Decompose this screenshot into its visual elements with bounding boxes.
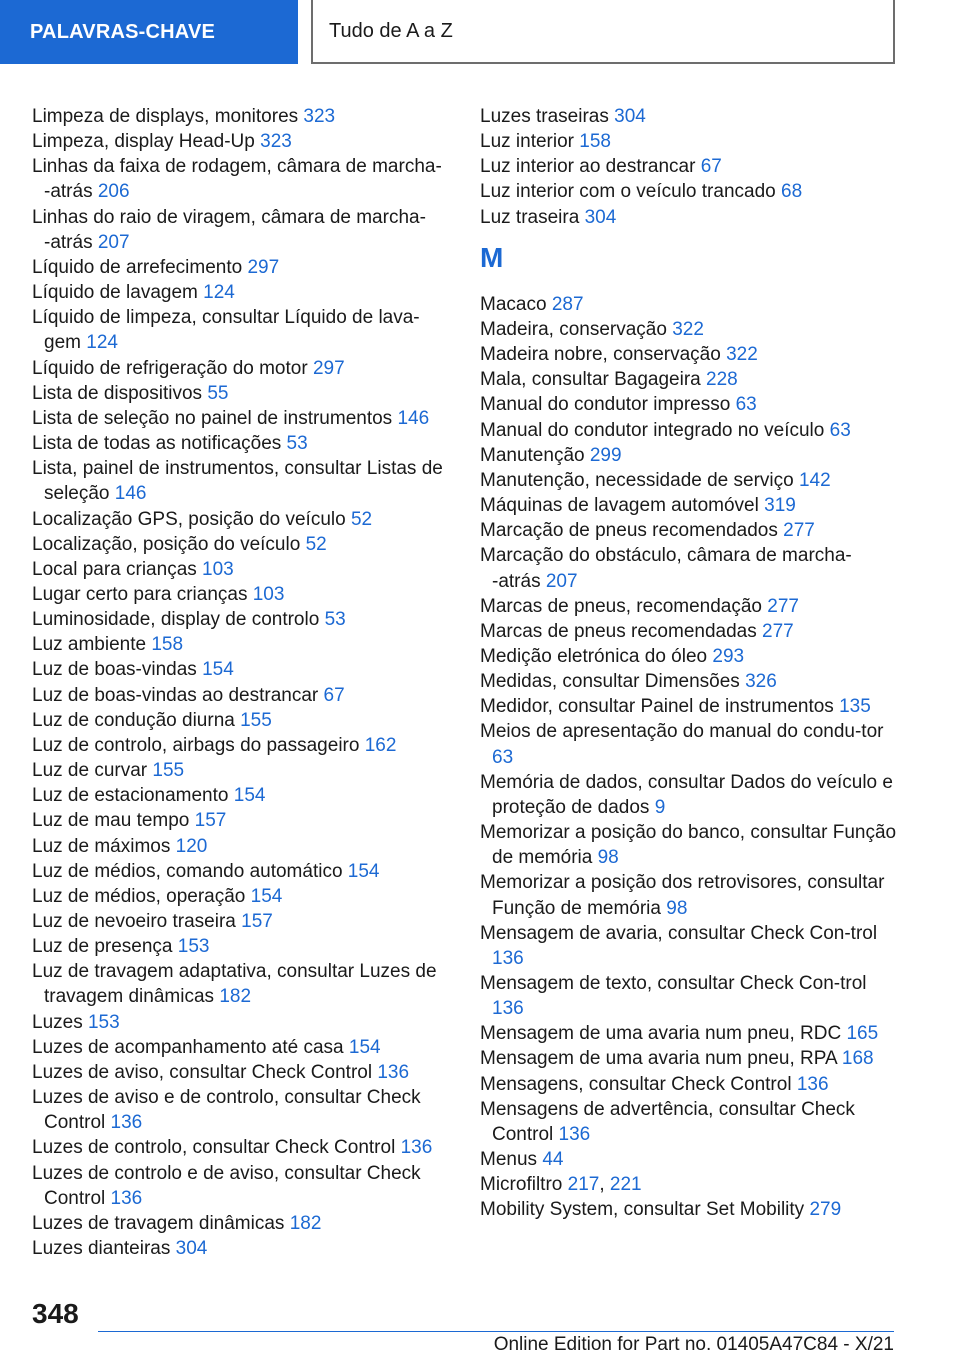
index-entry: Microfiltro 217, 221: [480, 1174, 642, 1196]
page-reference-link[interactable]: 153: [177, 936, 210, 958]
index-term: Líquido de lavagem: [32, 282, 198, 304]
page-reference-link[interactable]: 158: [579, 131, 611, 153]
index-term: Lista de todas as notificações: [32, 433, 282, 455]
page-reference-link[interactable]: 157: [241, 911, 273, 932]
page-reference-link[interactable]: 277: [762, 620, 794, 642]
index-entry: [32, 632, 452, 657]
index-term: Marcação de pneus recomendados: [480, 520, 778, 542]
index-term: Luz ambiente: [32, 634, 147, 656]
index-term: Localização GPS, posição do veículo: [32, 508, 346, 530]
index-term: Lista de seleção no painel de instrumentos: [32, 407, 393, 429]
index-term: Luzes de controlo, consultar Check Control: [32, 1137, 396, 1159]
page-reference-link[interactable]: 319: [764, 495, 796, 517]
index-entry: [32, 305, 452, 355]
page-reference-link[interactable]: 63: [492, 746, 514, 768]
page-reference-link[interactable]: 52: [350, 508, 373, 530]
index-entry: [32, 154, 452, 204]
page-reference-link[interactable]: 154: [202, 659, 234, 681]
index-entry: [480, 669, 900, 694]
index-term: Luz de máximos: [32, 835, 171, 857]
page-reference-link[interactable]: 322: [726, 344, 758, 366]
page-reference-link[interactable]: 98: [597, 847, 619, 869]
index-term: Luzes de aviso, consultar Check Control: [32, 1061, 373, 1083]
index-entry: [32, 834, 452, 859]
index-entry: [480, 820, 900, 870]
index-entry: [32, 909, 452, 934]
index-term: Mobility System, consultar Set Mobility: [480, 1199, 805, 1221]
page-reference-link[interactable]: 277: [783, 520, 815, 542]
index-entry: [32, 934, 452, 959]
page-reference-link[interactable]: 63: [735, 394, 757, 416]
index-term: Macaco: [480, 293, 547, 315]
page-reference-link[interactable]: 67: [700, 156, 722, 178]
index-entry: [480, 518, 900, 543]
index-entry: [480, 468, 900, 493]
index-entry: [32, 1211, 452, 1236]
page-reference-link[interactable]: 136: [558, 1123, 591, 1145]
index-entry: [32, 1236, 452, 1261]
index-entry: [480, 1046, 900, 1071]
index-column-right: [480, 104, 900, 1223]
index-entry: [480, 870, 900, 920]
index-term: Marcas de pneus, recomendação: [480, 595, 762, 617]
page-reference-link[interactable]: 53: [324, 609, 346, 631]
index-entry: [32, 104, 452, 129]
index-entry: [32, 557, 452, 582]
index-entry: [32, 683, 452, 708]
page-reference-link[interactable]: 323: [260, 131, 292, 153]
page-reference-link[interactable]: 207: [545, 570, 578, 592]
index-entry: [32, 205, 452, 255]
page-reference-link[interactable]: 297: [312, 357, 345, 379]
index-entry: [32, 280, 452, 305]
index-entry: [32, 758, 452, 783]
index-term: Medição eletrónica do óleo: [480, 645, 708, 667]
footer-edition: Online Edition for Part no. 01405A47C84 - X/21: [493, 1334, 894, 1355]
index-term: Memorizar a posição do banco, consultar Função de memória: [480, 822, 897, 869]
index-term: Luzes de controlo e de aviso, consultar Check Control: [32, 1162, 421, 1209]
index-entry: [480, 1021, 900, 1046]
index-entry: [32, 356, 452, 381]
page-reference-link[interactable]: 162: [364, 734, 397, 756]
index-term: Lugar certo para crianças: [32, 583, 248, 605]
index-term: Medidas, consultar Dimensões: [480, 671, 740, 693]
page-reference-link[interactable]: 277: [767, 595, 799, 617]
page-reference-link[interactable]: 136: [377, 1061, 410, 1083]
index-term: Luzes de travagem dinâmicas: [32, 1212, 285, 1234]
index-term: Luz de estacionamento: [32, 785, 229, 807]
index-term: Luz de boas-vindas ao destrancar: [32, 684, 319, 706]
index-entry: [32, 431, 452, 456]
page-reference-link[interactable]: 155: [152, 760, 185, 782]
index-term: Manual do condutor integrado no veículo: [480, 419, 825, 441]
page-reference-link[interactable]: 297: [247, 256, 280, 278]
index-entry: [32, 1035, 452, 1060]
index-term: Luzes: [32, 1011, 83, 1033]
index-entry: [480, 367, 900, 392]
page-reference-link[interactable]: 136: [796, 1073, 829, 1095]
index-entry: [480, 392, 900, 417]
page-reference-link[interactable]: 322: [672, 318, 704, 340]
index-entry: [480, 342, 900, 367]
index-term: Luzes dianteiras: [32, 1238, 171, 1260]
page-reference-link[interactable]: 136: [400, 1137, 433, 1159]
page-reference-link[interactable]: 279: [809, 1199, 842, 1221]
page-reference-link[interactable]: 120: [175, 835, 208, 857]
index-term: Luz de travagem adaptativa, consultar Luzes de travagem dinâmicas: [32, 961, 437, 1008]
index-term: Luz de controlo, airbags do passageiro: [32, 734, 360, 756]
index-entry: [32, 507, 452, 532]
index-entry: [32, 381, 452, 406]
page-reference-link[interactable]: 165: [846, 1023, 879, 1045]
index-term: Linhas do raio de viragem, câmara de marcha-‑atrás: [32, 206, 426, 253]
index-entry: [480, 770, 900, 820]
index-entry: [32, 884, 452, 909]
page-reference-link[interactable]: 142: [798, 469, 831, 491]
page-reference-link[interactable]: 68: [781, 181, 803, 203]
index-term: Memória de dados, consultar Dados do veículo e proteção de dados: [480, 771, 893, 818]
index-term: Luz de presença: [32, 936, 173, 958]
page-reference-link[interactable]: 136: [110, 1187, 143, 1209]
index-entry: [480, 543, 900, 593]
index-term: Luz de curvar: [32, 760, 148, 782]
page-number: 348: [32, 1298, 79, 1329]
index-entry: [480, 104, 900, 129]
page-reference-link[interactable]: 98: [666, 897, 688, 919]
page-reference-link[interactable]: 44: [542, 1149, 564, 1171]
index-term: Luz de boas-vindas: [32, 659, 197, 681]
index-term: Mensagens de advertência, consultar Check Control: [480, 1098, 855, 1145]
index-term: Luz traseira: [480, 206, 580, 228]
page-reference-link[interactable]: 124: [86, 332, 118, 354]
index-term: Manutenção, necessidade de serviço: [480, 469, 794, 491]
index-entry: [480, 154, 900, 179]
index-term: Marcas de pneus recomendadas: [480, 620, 757, 642]
page-reference-link[interactable]: 168: [841, 1048, 874, 1070]
index-term: Luz de médios, operação: [32, 885, 246, 907]
page-reference-link[interactable]: 228: [706, 369, 738, 391]
index-term: Meios de apresentação do manual do condu‐tor: [480, 721, 884, 743]
page-reference-link[interactable]: 52: [305, 533, 327, 555]
section-letter: M: [480, 241, 504, 273]
index-entry: [480, 1072, 900, 1097]
index-term: Mensagem de texto, consultar Check Con‐trol: [480, 973, 867, 994]
index-term: Menus: [480, 1149, 538, 1171]
index-term: Mensagem de avaria, consultar Check Con‐trol: [480, 922, 878, 944]
page-reference-link[interactable]: 299: [589, 444, 622, 466]
index-column-left: [32, 104, 452, 1261]
index-entry: [32, 1135, 452, 1160]
index-term: Líquido de limpeza, consultar Líquido de lava‐gem: [32, 307, 420, 354]
index-term: Microfiltro: [480, 1174, 563, 1196]
index-entry: [32, 1161, 452, 1211]
index-term: Luz de condução diurna: [32, 709, 235, 731]
page-reference-link[interactable]: 157: [194, 810, 227, 832]
index-term: Local para crianças: [32, 558, 197, 580]
page-reference-link[interactable]: 55: [207, 382, 229, 404]
page-reference-link[interactable]: 153: [87, 1011, 120, 1033]
page-reference-link[interactable]: 293: [712, 645, 745, 667]
index-entry: [32, 607, 452, 632]
index-entry: [480, 971, 900, 1021]
section-title: Tudo de A a Z: [311, 0, 895, 64]
index-term: Mensagem de uma avaria num pneu, RPA: [480, 1048, 837, 1070]
page-reference-link[interactable]: 135: [839, 696, 871, 718]
index-entry: [480, 921, 900, 971]
page-reference-link[interactable]: 182: [289, 1212, 322, 1234]
page-header: [0, 0, 960, 66]
page-reference-link[interactable]: 304: [614, 106, 646, 127]
index-term: Luz de mau tempo: [32, 810, 190, 832]
index-entry: [480, 1197, 900, 1222]
footer-divider: [98, 1331, 894, 1332]
index-term: Luz de médios, comando automático: [32, 860, 343, 882]
index-entry: [32, 532, 452, 557]
index-entry: [32, 859, 452, 884]
page-reference-link[interactable]: 154: [250, 885, 283, 907]
index-entry: [480, 644, 900, 669]
index-term: Localização, posição do veículo: [32, 533, 301, 555]
index-entry: [480, 418, 900, 443]
index-term: Luz interior ao destrancar: [480, 156, 696, 178]
page-reference-link[interactable]: 67: [323, 684, 345, 706]
index-entry: [32, 406, 452, 431]
index-entry: [480, 1097, 900, 1147]
index-entry: [480, 292, 900, 317]
page-reference-link[interactable]: 287: [551, 293, 584, 315]
page-reference-link[interactable]: 217: [567, 1174, 600, 1196]
page-reference-link[interactable]: 304: [584, 206, 617, 228]
index-term: Manutenção: [480, 444, 585, 466]
tab-keywords[interactable]: PALAVRAS-CHAVE: [0, 0, 298, 64]
index-entry: [480, 205, 900, 230]
page-reference-link[interactable]: 221: [609, 1174, 642, 1196]
index-entry: [32, 255, 452, 280]
page-reference-link[interactable]: 154: [347, 860, 380, 882]
index-entry: [480, 129, 900, 154]
page-reference-link[interactable]: 124: [203, 282, 235, 304]
index-entry: [32, 1085, 452, 1135]
index-entry: [32, 582, 452, 607]
index-group-l-continued: [480, 104, 900, 230]
index-entry: [480, 179, 900, 204]
index-term: Máquinas de lavagem automóvel: [480, 495, 759, 517]
index-entry: [32, 129, 452, 154]
index-term: Mensagens, consultar Check Control: [480, 1073, 792, 1095]
index-entry: [32, 708, 452, 733]
page-reference-link[interactable]: 304: [175, 1238, 208, 1260]
index-term: Luz interior: [480, 131, 574, 153]
page-reference-link[interactable]: 182: [219, 986, 252, 1008]
page-reference-link[interactable]: 154: [348, 1036, 381, 1058]
index-term: Medidor, consultar Painel de instrumentos: [480, 696, 834, 718]
index-entry: [32, 783, 452, 808]
index-entry: [480, 694, 900, 719]
index-term: Manual do condutor impresso: [480, 394, 731, 416]
index-term: Líquido de refrigeração do motor: [32, 357, 308, 379]
page-reference-link[interactable]: 326: [745, 671, 777, 693]
page-reference-link[interactable]: 9: [654, 796, 666, 818]
page-reference-link[interactable]: 155: [240, 709, 272, 731]
index-entry: [32, 808, 452, 833]
page-reference-link[interactable]: 206: [97, 181, 130, 203]
page-reference-link[interactable]: 154: [233, 785, 266, 807]
index-term: Marcação do obstáculo, câmara de marcha-‑atrás: [480, 545, 852, 592]
index-term: Luzes de acompanhamento até casa: [32, 1036, 344, 1058]
index-entry: [32, 1010, 452, 1035]
page-reference-link[interactable]: 323: [303, 106, 336, 127]
index-term: Luz interior com o veículo trancado: [480, 181, 776, 203]
index-term: Memorizar a posição dos retrovisores, consultar Função de memória: [480, 872, 885, 919]
index-entry: [480, 317, 900, 342]
page-reference-link[interactable]: 53: [286, 433, 308, 455]
index-term: Luminosidade, display de controlo: [32, 609, 320, 631]
index-term: Líquido de arrefecimento: [32, 256, 243, 278]
index-term: Mensagem de uma avaria num pneu, RDC: [480, 1023, 842, 1045]
index-term: Limpeza, display Head-Up: [32, 131, 255, 153]
page-reference-link[interactable]: 207: [97, 231, 130, 253]
index-term: Madeira nobre, conservação: [480, 344, 721, 366]
index-term: Luzes de aviso e de controlo, consultar Check Control: [32, 1087, 421, 1134]
index-entry: [32, 657, 452, 682]
page-reference-link[interactable]: 158: [151, 634, 184, 656]
index-term: Luzes traseiras: [480, 106, 609, 127]
index-entry: [480, 619, 900, 644]
page-reference-link[interactable]: 136: [110, 1112, 143, 1134]
page-reference-link[interactable]: 136: [492, 998, 524, 1020]
index-group-m: [480, 292, 900, 1223]
index-entry: [32, 959, 452, 1009]
page-reference-link[interactable]: 103: [252, 583, 285, 605]
index-entry: [32, 733, 452, 758]
index-term: Madeira, conservação: [480, 318, 667, 340]
index-entry: [480, 443, 900, 468]
index-term: Lista de dispositivos: [32, 382, 203, 404]
index-entry: [480, 719, 900, 769]
index-entry: [32, 456, 452, 506]
page-reference-link[interactable]: 103: [202, 558, 234, 580]
page-reference-link[interactable]: 63: [829, 419, 851, 441]
index-term: Linhas da faixa de rodagem, câmara de marcha-‑atrás: [32, 156, 442, 203]
index-term: Mala, consultar Bagageira: [480, 369, 701, 391]
index-term: Lista, painel de instrumentos, consultar Listas de seleção: [32, 458, 443, 505]
page-reference-link[interactable]: 136: [492, 947, 524, 969]
page-reference-link[interactable]: 146: [397, 407, 430, 429]
page-reference-link[interactable]: 146: [114, 483, 147, 505]
index-entry: [480, 594, 900, 619]
index-term: Luz de nevoeiro traseira: [32, 911, 236, 932]
index-term: Limpeza de displays, monitores: [32, 106, 299, 127]
index-entry: [480, 493, 900, 518]
index-entry: [480, 1147, 900, 1172]
index-entry: [32, 1060, 452, 1085]
